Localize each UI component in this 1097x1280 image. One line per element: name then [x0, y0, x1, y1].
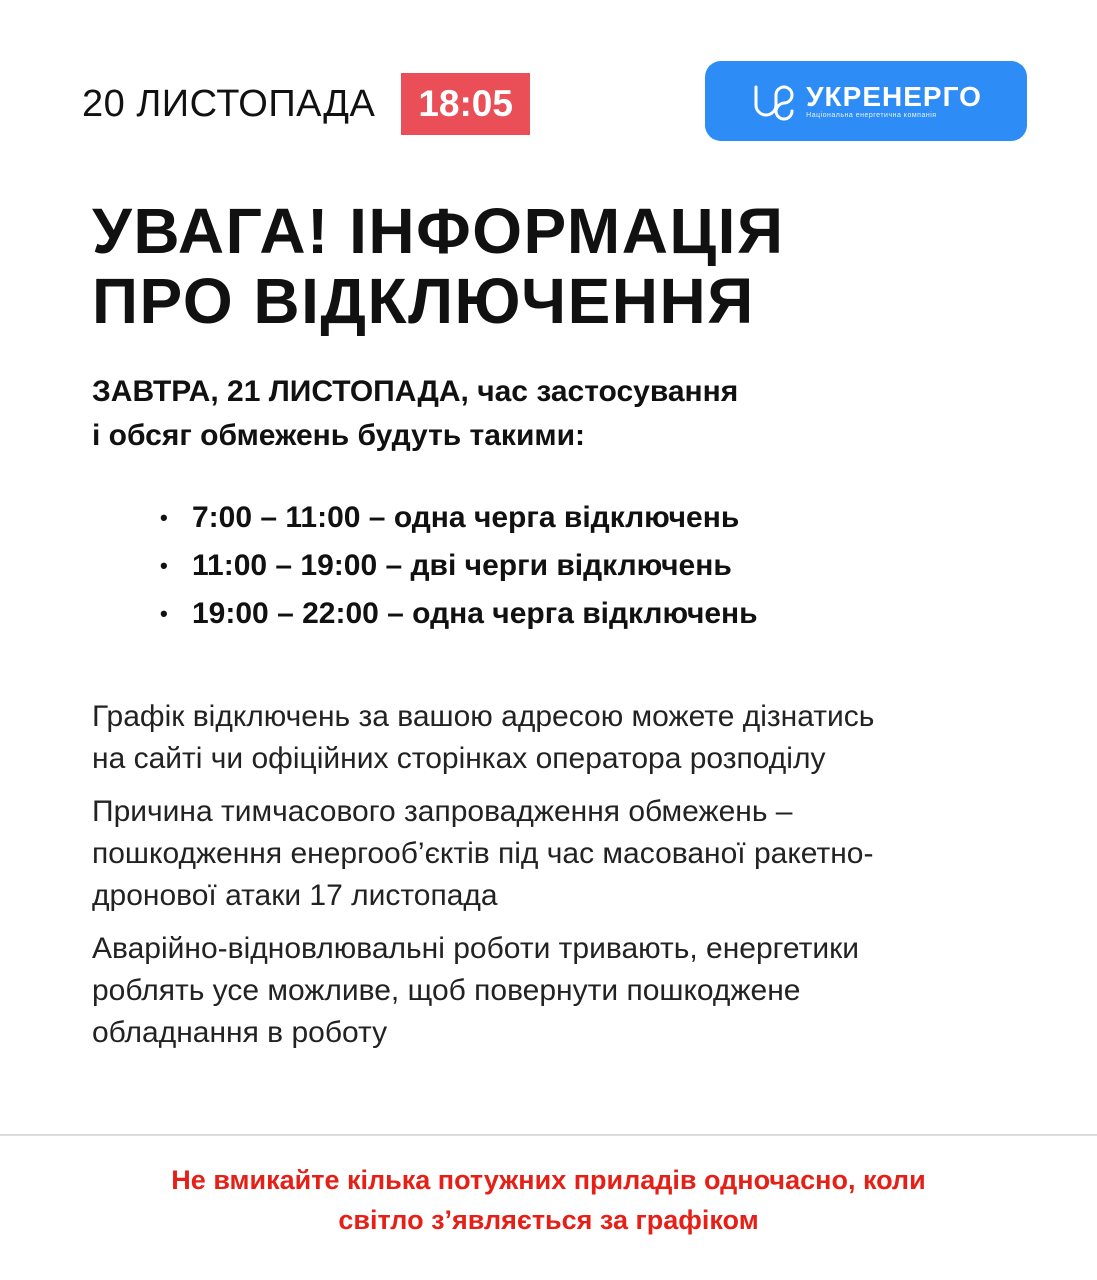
info-paragraph-schedule-lookup [92, 696, 1022, 780]
bullet-icon: • [160, 553, 168, 578]
ukrenergo-logo-icon [750, 81, 798, 121]
logo-name: УКРЕНЕРГО [806, 80, 982, 112]
time-badge: 18:05 [401, 73, 530, 135]
info-text-line: Аварійно-відновлювальні роботи тривають, енергетики [92, 932, 859, 965]
info-text-line: пошкодження енергооб’єктів під час масованої ракетно- [92, 837, 874, 870]
info-text-line: Графік відключень за вашою адресою можете дізнатись [92, 700, 875, 733]
schedule-item-text: 11:00 – 19:00 – дві черги відключень [192, 549, 732, 582]
divider [0, 1134, 1097, 1136]
info-text-line: Причина тимчасового запровадження обмежень – [92, 795, 793, 828]
subtitle [92, 370, 992, 458]
schedule-item [160, 542, 758, 590]
logo-text [806, 80, 982, 120]
headline [92, 196, 784, 336]
info-section [92, 696, 1022, 1065]
date-time-row [82, 72, 530, 136]
logo-tagline: Національна енергетична компанія [806, 111, 937, 119]
warning-line-1: Не вмикайте кілька потужних приладів одночасно, коли [171, 1165, 926, 1195]
subtitle-line-2: і обсяг обмежень будуть такими: [92, 419, 586, 452]
info-paragraph-repairs [92, 928, 1022, 1054]
info-text-line: на сайті чи офіційних сторінках оператора розподілу [92, 742, 826, 775]
schedule-item-text: 7:00 – 11:00 – одна черга відключень [192, 501, 740, 534]
info-text-line: роблять усе можливе, щоб повернути пошкоджене [92, 974, 801, 1007]
schedule-item [160, 494, 758, 542]
info-paragraph-reason [92, 791, 1022, 917]
warning-footer [0, 1160, 1097, 1240]
schedule-item [160, 590, 758, 638]
info-text-line: дронової атаки 17 листопада [92, 879, 498, 912]
outage-schedule-list [160, 494, 758, 638]
bullet-icon: • [160, 601, 168, 626]
headline-line-2: ПРО ВІДКЛЮЧЕННЯ [92, 265, 755, 337]
date-label: 20 ЛИСТОПАДА [82, 82, 376, 125]
schedule-item-text: 19:00 – 22:00 – одна черга відключень [192, 597, 758, 630]
info-text-line: обладнання в роботу [92, 1016, 388, 1049]
warning-line-2: світло з’являється за графіком [338, 1205, 759, 1235]
ukrenergo-logo [705, 61, 1027, 141]
subtitle-line-1: ЗАВТРА, 21 ЛИСТОПАДА, час застосування [92, 375, 739, 408]
headline-line-1: УВАГА! ІНФОРМАЦІЯ [92, 195, 785, 267]
bullet-icon: • [160, 505, 168, 530]
